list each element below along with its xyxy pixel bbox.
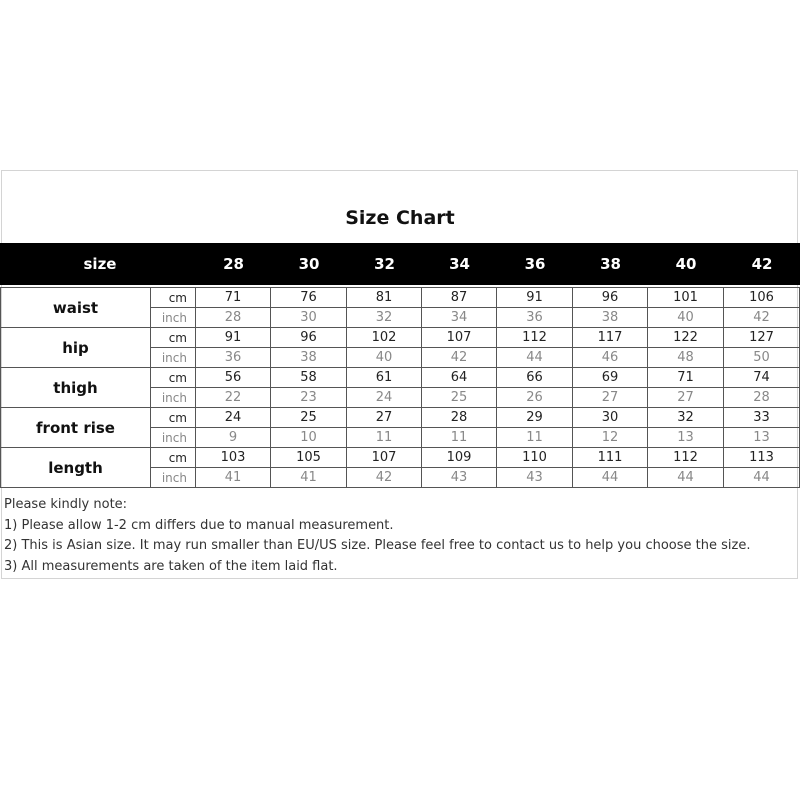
header-size-label: size xyxy=(83,255,117,273)
table-row xyxy=(1,448,800,468)
page-title: Size Chart xyxy=(345,207,455,229)
table-cell: 44 xyxy=(724,468,800,488)
header-size-28: 28 xyxy=(223,255,244,273)
table-row xyxy=(1,368,800,388)
table-cell: 122 xyxy=(648,328,724,348)
table-cell: 61 xyxy=(347,368,422,388)
table-cell: 13 xyxy=(724,428,800,448)
table-cell: 25 xyxy=(271,408,347,428)
measurement-label: waist xyxy=(1,288,151,328)
table-cell: 34 xyxy=(422,308,497,328)
table-cell: 28 xyxy=(196,308,271,328)
notes-heading: Please kindly note: xyxy=(4,497,128,512)
table-cell: 91 xyxy=(497,288,573,308)
header-size-38: 38 xyxy=(600,255,621,273)
table-cell: 11 xyxy=(347,428,422,448)
header-size-36: 36 xyxy=(524,255,546,273)
table-cell: 9 xyxy=(196,428,271,448)
table-cell: 28 xyxy=(724,388,800,408)
table-cell: 117 xyxy=(573,328,648,348)
table-cell: 26 xyxy=(497,388,573,408)
measurement-grid xyxy=(0,287,800,488)
unit-label: cm xyxy=(151,408,196,428)
header-size-32: 32 xyxy=(374,255,395,273)
note-item: 3) All measurements are taken of the item laid flat. xyxy=(4,558,338,574)
table-cell: 28 xyxy=(422,408,497,428)
table-cell: 109 xyxy=(422,448,497,468)
table-cell: 58 xyxy=(271,368,347,388)
table-cell: 96 xyxy=(573,288,648,308)
unit-label: inch xyxy=(151,388,196,408)
table-cell: 32 xyxy=(648,408,724,428)
table-row xyxy=(1,328,800,348)
table-cell: 107 xyxy=(347,448,422,468)
table-cell: 46 xyxy=(573,348,648,368)
table-cell: 105 xyxy=(271,448,347,468)
table-cell: 30 xyxy=(271,308,347,328)
unit-label: inch xyxy=(151,308,196,328)
table-cell: 24 xyxy=(347,388,422,408)
header-size-40: 40 xyxy=(675,255,697,273)
table-cell: 25 xyxy=(422,388,497,408)
note-item: 1) Please allow 1-2 cm differs due to manual measurement. xyxy=(4,517,394,533)
table-row xyxy=(1,288,800,308)
table-cell: 42 xyxy=(422,348,497,368)
table-cell: 44 xyxy=(497,348,573,368)
table-cell: 87 xyxy=(422,288,497,308)
table-cell: 76 xyxy=(271,288,347,308)
table-header xyxy=(0,243,800,285)
measurement-label: thigh xyxy=(1,368,151,408)
measurement-label: length xyxy=(1,448,151,488)
table-cell: 36 xyxy=(497,308,573,328)
unit-label: cm xyxy=(151,328,196,348)
table-cell: 33 xyxy=(724,408,800,428)
table-cell: 12 xyxy=(573,428,648,448)
header-size-42: 42 xyxy=(751,255,773,273)
table-cell: 42 xyxy=(347,468,422,488)
table-cell: 40 xyxy=(347,348,422,368)
table-cell: 44 xyxy=(573,468,648,488)
unit-label: inch xyxy=(151,348,196,368)
table-cell: 64 xyxy=(422,368,497,388)
table-cell: 110 xyxy=(497,448,573,468)
table-cell: 38 xyxy=(271,348,347,368)
table-cell: 112 xyxy=(497,328,573,348)
table-cell: 41 xyxy=(271,468,347,488)
table-cell: 41 xyxy=(196,468,271,488)
table-cell: 48 xyxy=(648,348,724,368)
table-cell: 91 xyxy=(196,328,271,348)
table-cell: 23 xyxy=(271,388,347,408)
unit-label: inch xyxy=(151,428,196,448)
table-row xyxy=(1,408,800,428)
header-size-30: 30 xyxy=(298,255,320,273)
table-cell: 27 xyxy=(648,388,724,408)
table-cell: 11 xyxy=(422,428,497,448)
table-cell: 102 xyxy=(347,328,422,348)
table-cell: 69 xyxy=(573,368,648,388)
table-cell: 27 xyxy=(573,388,648,408)
table-cell: 24 xyxy=(196,408,271,428)
measurement-label: front rise xyxy=(1,408,151,448)
table-cell: 22 xyxy=(196,388,271,408)
table-cell: 42 xyxy=(724,308,800,328)
notes xyxy=(4,495,750,577)
table-cell: 127 xyxy=(724,328,800,348)
unit-label: cm xyxy=(151,368,196,388)
table-cell: 43 xyxy=(497,468,573,488)
table-cell: 106 xyxy=(724,288,800,308)
header-size-34: 34 xyxy=(449,255,470,273)
table-cell: 71 xyxy=(648,368,724,388)
table-cell: 111 xyxy=(573,448,648,468)
table-cell: 27 xyxy=(347,408,422,428)
table-cell: 10 xyxy=(271,428,347,448)
table-cell: 36 xyxy=(196,348,271,368)
table-cell: 44 xyxy=(648,468,724,488)
table-cell: 81 xyxy=(347,288,422,308)
table-cell: 11 xyxy=(497,428,573,448)
table-cell: 71 xyxy=(196,288,271,308)
table-cell: 74 xyxy=(724,368,800,388)
table-cell: 112 xyxy=(648,448,724,468)
measurement-label: hip xyxy=(1,328,151,368)
table-cell: 13 xyxy=(648,428,724,448)
table-cell: 38 xyxy=(573,308,648,328)
table-cell: 113 xyxy=(724,448,800,468)
table-cell: 107 xyxy=(422,328,497,348)
unit-label: cm xyxy=(151,448,196,468)
table-cell: 103 xyxy=(196,448,271,468)
table-cell: 43 xyxy=(422,468,497,488)
table-cell: 56 xyxy=(196,368,271,388)
table-cell: 29 xyxy=(497,408,573,428)
table-cell: 32 xyxy=(347,308,422,328)
table-cell: 101 xyxy=(648,288,724,308)
unit-label: inch xyxy=(151,468,196,488)
table-cell: 66 xyxy=(497,368,573,388)
note-item: 2) This is Asian size. It may run smaller than EU/US size. Please feel free to contact us to help you choose the size. xyxy=(4,538,751,553)
unit-label: cm xyxy=(151,288,196,308)
table-cell: 30 xyxy=(573,408,648,428)
table-cell: 40 xyxy=(648,308,724,328)
table-cell: 96 xyxy=(271,328,347,348)
table-cell: 50 xyxy=(724,348,800,368)
